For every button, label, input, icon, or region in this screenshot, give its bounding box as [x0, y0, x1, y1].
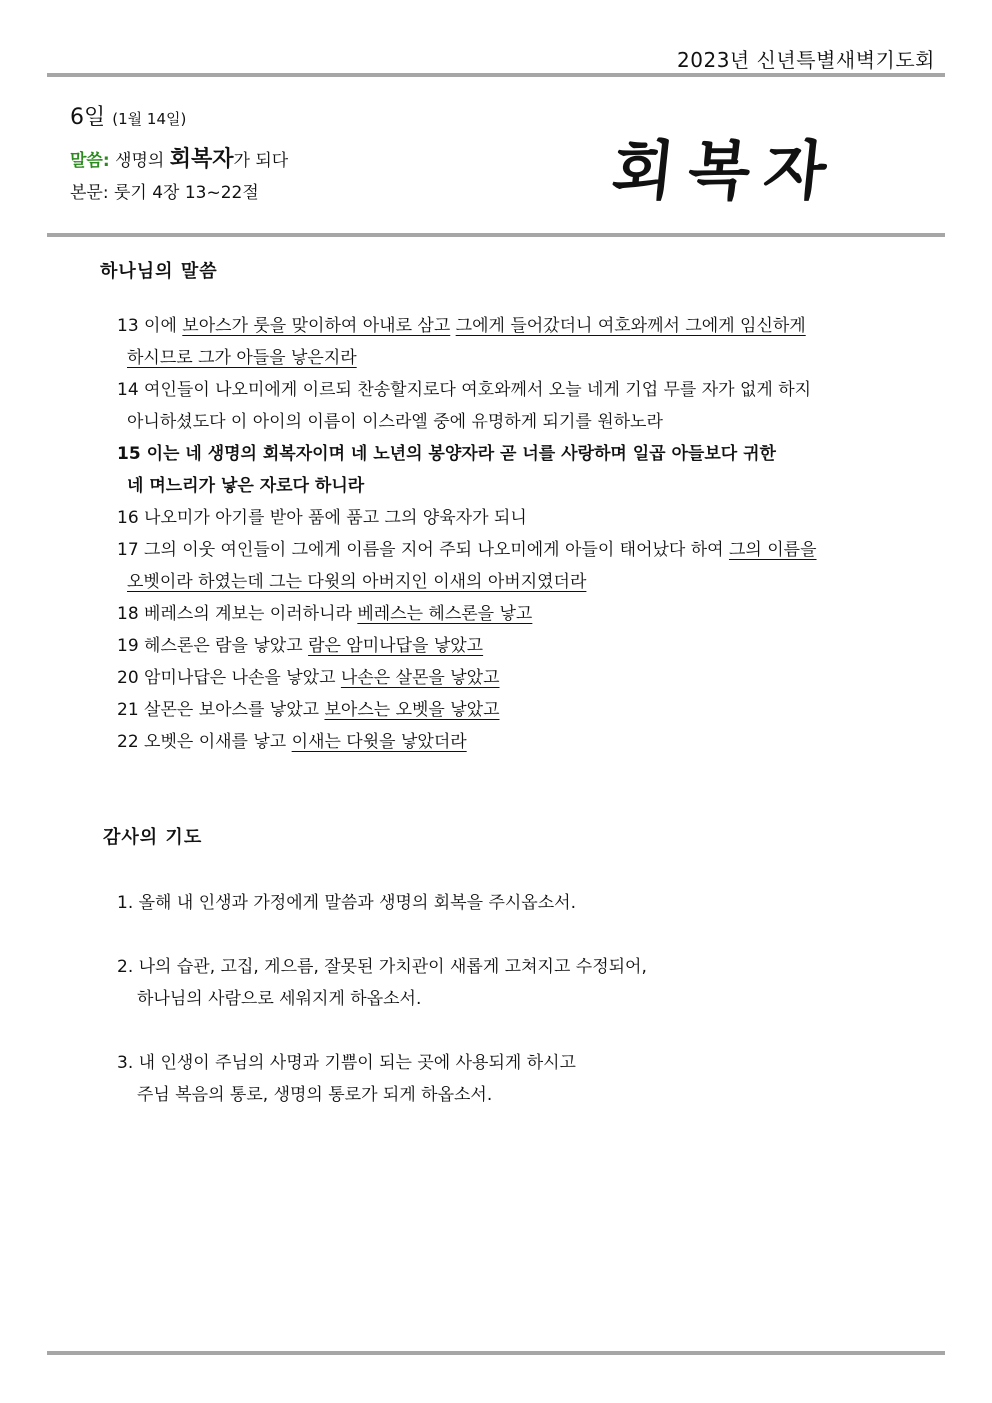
verse-number: 13 — [117, 316, 139, 336]
verse-number: 16 — [117, 508, 139, 528]
theme-post: 가 되다 — [233, 151, 289, 171]
verse-text: 람은 암미나답을 낳았고 — [308, 636, 484, 656]
verse-text: 보아스는 오벳을 낳았고 — [324, 700, 500, 720]
footer-rule — [47, 1351, 945, 1355]
verse-text: 이는 네 생명의 회복자이며 네 노년의 봉양자라 곧 너를 사랑하며 일곱 아들보다 귀한 — [146, 444, 776, 464]
verse-text: 오벳은 이새를 낳고 — [144, 732, 292, 752]
verse-text: 여인들이 나오미에게 이르되 찬송할지로다 여호와께서 오늘 네게 기업 무를 자가 없게 하지 — [144, 380, 812, 400]
section-rule — [47, 233, 945, 237]
verse-number: 14 — [117, 380, 139, 400]
verse-text: 그의 이름을 — [729, 540, 817, 560]
verse-item — [117, 502, 947, 534]
verse-list — [117, 310, 947, 758]
verse-text: 헤스론은 람을 낳았고 — [144, 636, 309, 656]
verse-number: 19 — [117, 636, 139, 656]
prayer-section-title: 감사의 기도 — [103, 827, 203, 848]
prayer-item — [117, 887, 947, 919]
calligraphy-title: 회복자 — [608, 134, 844, 209]
header-rule — [47, 73, 945, 77]
verse-number: 20 — [117, 668, 139, 688]
theme-label: 말씀: — [70, 151, 110, 171]
theme-pre: 생명의 — [115, 151, 165, 171]
theme-bold: 회복자 — [169, 147, 234, 172]
verse-number: 21 — [117, 700, 139, 720]
prayer-text: 1. 올해 내 인생과 가정에게 말씀과 생명의 회복을 주시옵소서. — [117, 893, 576, 913]
verse-text: 베레스는 헤스론을 낳고 — [357, 604, 533, 624]
verse-item — [117, 598, 947, 630]
verse-item — [117, 662, 947, 694]
verse-text: 오벳이라 하였는데 그는 다윗의 아버지인 이새의 아버지였더라 — [127, 572, 587, 592]
prayer-text: 주님 복음의 통로, 생명의 통로가 되게 하옵소서. — [137, 1085, 493, 1105]
verse-text: 그에게 들어갔더니 여호와께서 그에게 임신하게 — [455, 316, 806, 336]
verse-number: 18 — [117, 604, 139, 624]
verse-text: 나오미가 아기를 받아 품에 품고 그의 양육자가 되니 — [144, 508, 527, 528]
verse-number: 17 — [117, 540, 139, 560]
verse-text: 아니하셨도다 이 아이의 이름이 이스라엘 중에 유명하게 되기를 원하노라 — [127, 412, 663, 432]
verse-text: 살몬은 보아스를 낳았고 — [144, 700, 325, 720]
verse-text: 베레스의 계보는 이러하니라 — [144, 604, 358, 624]
verse-text: 그의 이웃 여인들이 그에게 이름을 지어 주되 나오미에게 아들이 태어났다 하여 — [144, 540, 729, 560]
prayer-list — [117, 887, 947, 1143]
verse-number: 22 — [117, 732, 139, 752]
verse-text: 이에 — [144, 316, 183, 336]
verse-text: 네 며느리가 낳은 자로다 하니라 — [127, 476, 365, 496]
word-section-title: 하나님의 말씀 — [100, 261, 218, 282]
verse-item — [117, 534, 947, 598]
prayer-text: 하나님의 사람으로 세워지게 하옵소서. — [137, 989, 422, 1009]
verse-item — [117, 726, 947, 758]
passage-reference: 본문: 룻기 4장 13~22절 — [70, 183, 259, 203]
verse-item — [117, 438, 947, 502]
verse-text: 암미나답은 나손을 낳았고 — [144, 668, 341, 688]
verse-text: 보아스가 룻을 맞이하여 아내로 삼고 — [182, 316, 451, 336]
prayer-text: 2. 나의 습관, 고집, 게으름, 잘못된 가치관이 새롭게 고쳐지고 수정되어, — [117, 957, 647, 977]
day-heading — [70, 100, 186, 131]
prayer-item — [117, 951, 947, 1015]
verse-number: 15 — [117, 444, 141, 464]
document-header-title: 2023년 신년특별새벽기도회 — [677, 48, 935, 72]
verse-text: 나손은 살몬을 낳았고 — [340, 668, 500, 688]
verse-item — [117, 310, 947, 374]
verse-item — [117, 630, 947, 662]
verse-item — [117, 694, 947, 726]
theme-line — [70, 142, 288, 173]
day-date: (1월 14일) — [112, 110, 187, 128]
verse-text: 이새는 다윗을 낳았더라 — [291, 732, 467, 752]
prayer-text: 3. 내 인생이 주님의 사명과 기쁨이 되는 곳에 사용되게 하시고 — [117, 1053, 576, 1073]
prayer-item — [117, 1047, 947, 1111]
verse-text: 하시므로 그가 아들을 낳은지라 — [127, 348, 357, 368]
verse-item — [117, 374, 947, 438]
day-label: 6일 — [70, 105, 106, 130]
